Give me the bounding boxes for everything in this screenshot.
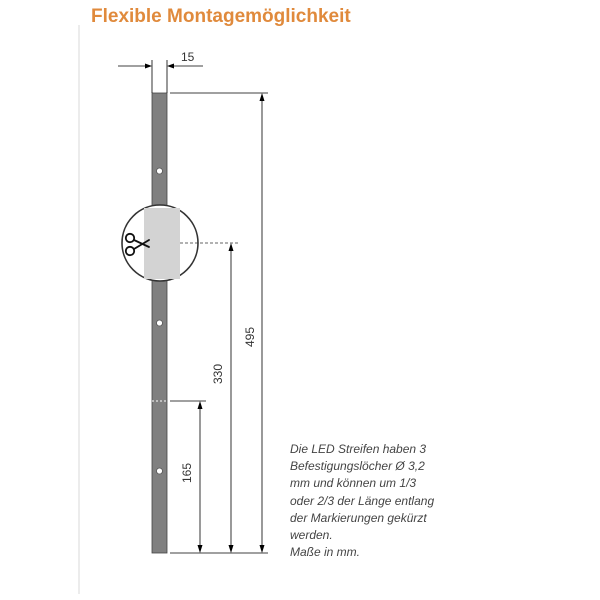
length-330-label: 330 (211, 363, 225, 385)
note-line: Maße in mm. (290, 545, 361, 560)
note-line: mm und können um 1/3 (290, 476, 417, 491)
mounting-note (290, 441, 460, 561)
mounting-hole-top (157, 168, 163, 174)
length-330-dimension (229, 243, 234, 553)
mounting-hole-bottom (157, 468, 163, 474)
width-dimension (118, 60, 203, 93)
note-line: Die LED Streifen haben 3 (290, 442, 427, 456)
note-line: der Markierungen gekürzt (290, 510, 427, 525)
length-495-label: 495 (243, 326, 257, 348)
note-line: Befestigungslöcher Ø 3,2 (290, 459, 425, 474)
width-dimension-label: 15 (181, 50, 195, 64)
length-165-label: 165 (180, 462, 194, 484)
note-line: werden. (290, 528, 333, 543)
page-title: Flexible Montagemöglichkeit (91, 6, 351, 27)
mounting-hole-middle (157, 320, 163, 326)
note-line: oder 2/3 der Länge entlang (290, 493, 435, 508)
